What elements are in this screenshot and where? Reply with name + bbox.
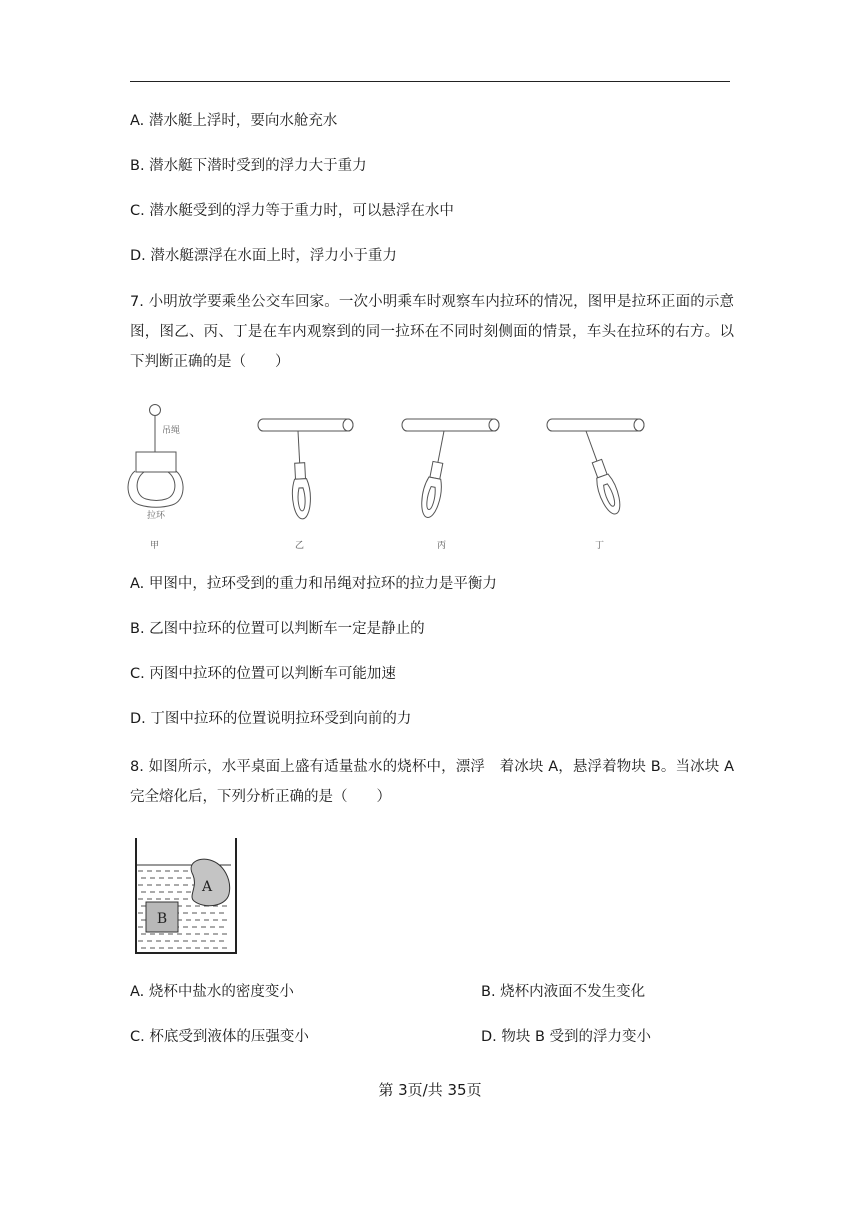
caption-ding: 丁 [595,541,605,551]
label-a: A [201,879,213,895]
rope-label: 吊绳 [162,426,181,436]
figure-yi [258,419,353,519]
q8-option-d: D. 物块 B 受到的浮力变小 [481,1029,652,1045]
q7-option-a: A. 甲图中，拉环受到的重力和吊绳对拉环的拉力是平衡力 [130,576,497,592]
q7-stem: 7. 小明放学要乘坐公交车回家。一次小明乘车时观察车内拉环的情况，图甲是拉环正面的示意图，图乙、丙、丁是在车内观察到的同一拉环在不同时刻侧面的情景，车头在拉环的右方。以下判断正确的是（ ） [130,294,734,370]
q8-option-c: C. 杯底受到液体的压强变小 [130,1029,309,1045]
hanging-ring [289,431,311,520]
caption-bing: 丙 [437,541,447,551]
q7-option-c: C. 丙图中拉环的位置可以判断车可能加速 [130,666,396,682]
q6-option-d: D. 潜水艇漂浮在水面上时，浮力小于重力 [130,248,397,264]
q8-stem: 8. 如图所示，水平桌面上盛有适量盐水的烧杯中，漂浮 着冰块 A，悬浮着物块 B。当冰块 A 完全熔化后，下列分析正确的是（ ） [130,759,734,805]
label-b: B [156,911,168,927]
q7-figure [120,395,660,560]
hanging-ring [578,428,625,517]
ring-clamp [136,452,176,472]
handrail-end [634,419,644,431]
handrail-bar [547,419,644,431]
q8-option-b: B. 烧杯内液面不发生变化 [481,984,646,1000]
figure-ding [547,419,644,517]
q6-option-b: B. 潜水艇下潜时受到的浮力大于重力 [130,158,367,174]
q7-option-b: B. 乙图中拉环的位置可以判断车一定是静止的 [130,621,425,637]
hanging-ring [418,429,452,519]
handrail-end [489,419,499,431]
figure-jia [128,405,183,508]
page-footer: 第 3页/共 35页 [378,1081,482,1099]
caption-jia: 甲 [150,541,160,551]
q6-option-c: C. 潜水艇受到的浮力等于重力时，可以悬浮在水中 [130,203,454,219]
handrail-end [343,419,353,431]
caption-yi: 乙 [295,541,305,551]
q6-option-a: A. 潜水艇上浮时，要向水舱充水 [130,113,338,129]
q8-option-a: A. 烧杯中盐水的密度变小 [130,984,294,1000]
q8-figure [128,835,243,960]
q7-option-d: D. 丁图中拉环的位置说明拉环受到向前的力 [130,711,412,727]
handrail-bar [402,419,499,431]
handrail-bar [258,419,353,431]
hook-circle [150,405,161,416]
ring-label: 拉环 [147,511,166,521]
figure-bing [402,419,499,519]
ring-inner [137,472,175,501]
header-rule [130,81,730,82]
